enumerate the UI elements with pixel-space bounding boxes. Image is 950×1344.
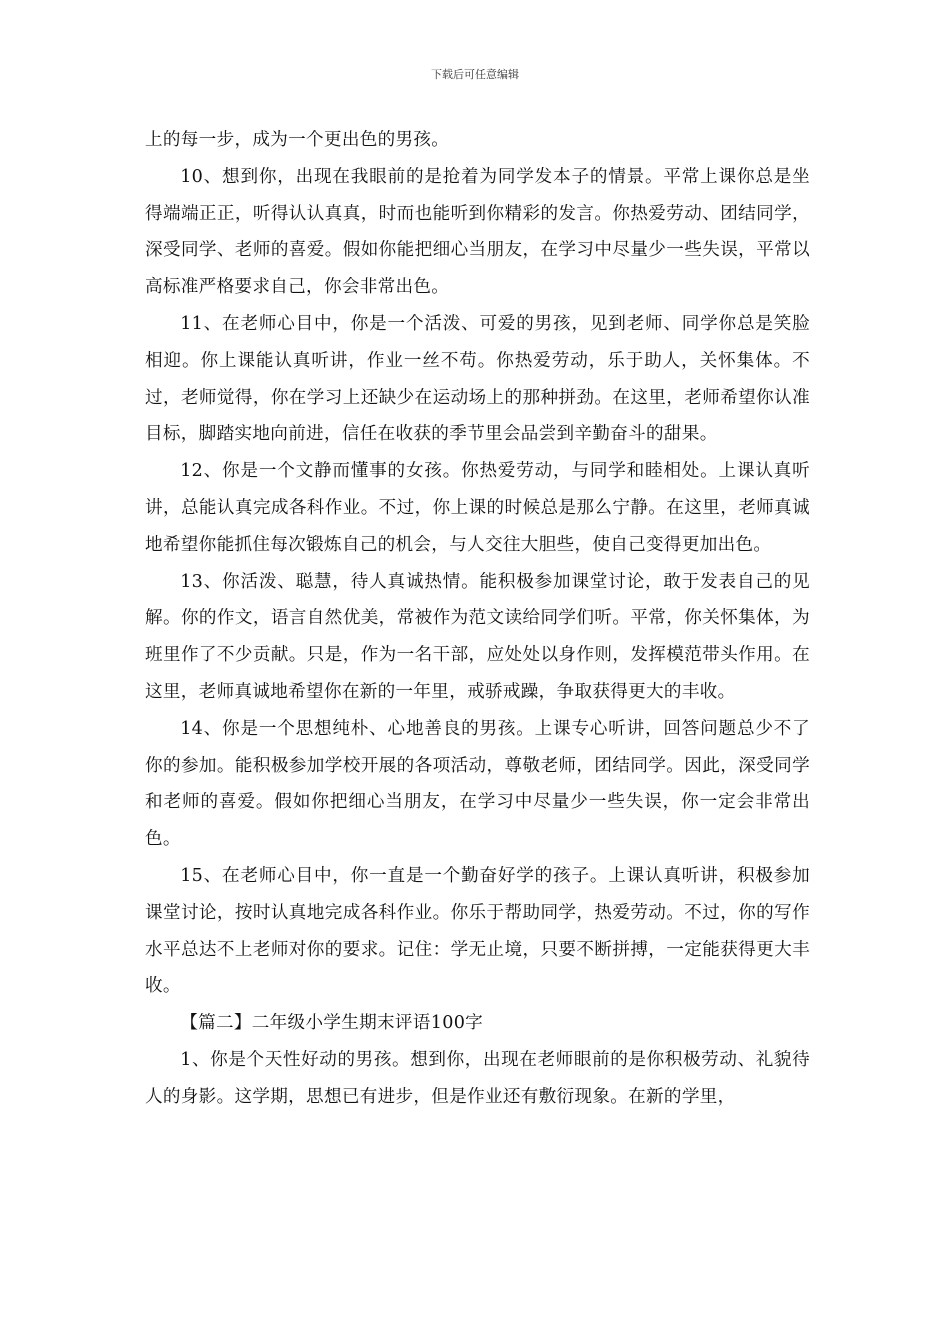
document-body bbox=[145, 122, 810, 1116]
paragraph-comment-12: 12、你是一个文静而懂事的女孩。你热爱劳动，与同学和睦相处。上课认真听讲，总能认真完成各科作业。不过，你上课的时候总是那么宁静。在这里，老师真诚地希望你能抓住每次锻炼自己的机会，与人交往大胆些，使自己变得更加出色。 bbox=[145, 461, 810, 555]
section-heading: 【篇二】二年级小学生期末评语100字 bbox=[180, 1013, 484, 1034]
paragraph-comment-13: 13、你活泼、聪慧，待人真诚热情。能积极参加课堂讨论，敢于发表自己的见解。你的作文，语言自然优美，常被作为范文读给同学们听。平常，你关怀集体，为班里作了不少贡献。只是，作为一名干部，应处处以身作则，发挥模范带头作用。在这里，老师真诚地希望你在新的一年里，戒骄戒躁，争取获得更大的丰收。 bbox=[145, 571, 810, 702]
paragraph-comment-14: 14、你是一个思想纯朴、心地善良的男孩。上课专心听讲，回答问题总少不了你的参加。能积极参加学校开展的各项活动，尊敬老师，团结同学。因此，深受同学和老师的喜爱。假如你把细心当朋友，在学习中尽量少一些失误，你一定会非常出色。 bbox=[145, 718, 810, 850]
paragraph-continuation: 上的每一步，成为一个更出色的男孩。 bbox=[145, 130, 450, 150]
page-header: 下载后可任意编辑 bbox=[431, 68, 519, 81]
paragraph-section2-comment-1: 1、你是个天性好动的男孩。想到你，出现在老师眼前的是你积极劳动、礼貌待人的身影。这学期，思想已有进步，但是作业还有敷衍现象。在新的学里， bbox=[145, 1049, 810, 1107]
paragraph-comment-11: 11、在老师心目中，你是一个活泼、可爱的男孩，见到老师、同学你总是笑脸相迎。你上课能认真听讲，作业一丝不苟。你热爱劳动，乐于助人，关怀集体。不过，老师觉得，你在学习上还缺少在运动场上的那种拼劲。在这里，老师希望你认准目标，脚踏实地向前进，信任在收获的季节里会品尝到辛勤奋斗的甜果。 bbox=[145, 313, 810, 445]
paragraph-comment-15: 15、在老师心目中，你一直是一个勤奋好学的孩子。上课认真听讲，积极参加课堂讨论，按时认真地完成各科作业。你乐于帮助同学，热爱劳动。不过，你的写作水平总达不上老师对你的要求。记住：学无止境，只要不断拼搏，一定能获得更大丰收。 bbox=[145, 865, 810, 997]
paragraph-comment-10: 10、想到你，出现在我眼前的是抢着为同学发本子的情景。平常上课你总是坐得端端正正，听得认认真真，时而也能听到你精彩的发言。你热爱劳动、团结同学，深受同学、老师的喜爱。假如你能把细心当朋友，在学习中尽量少一些失误，平常以高标准严格要求自己，你会非常出色。 bbox=[145, 166, 810, 298]
